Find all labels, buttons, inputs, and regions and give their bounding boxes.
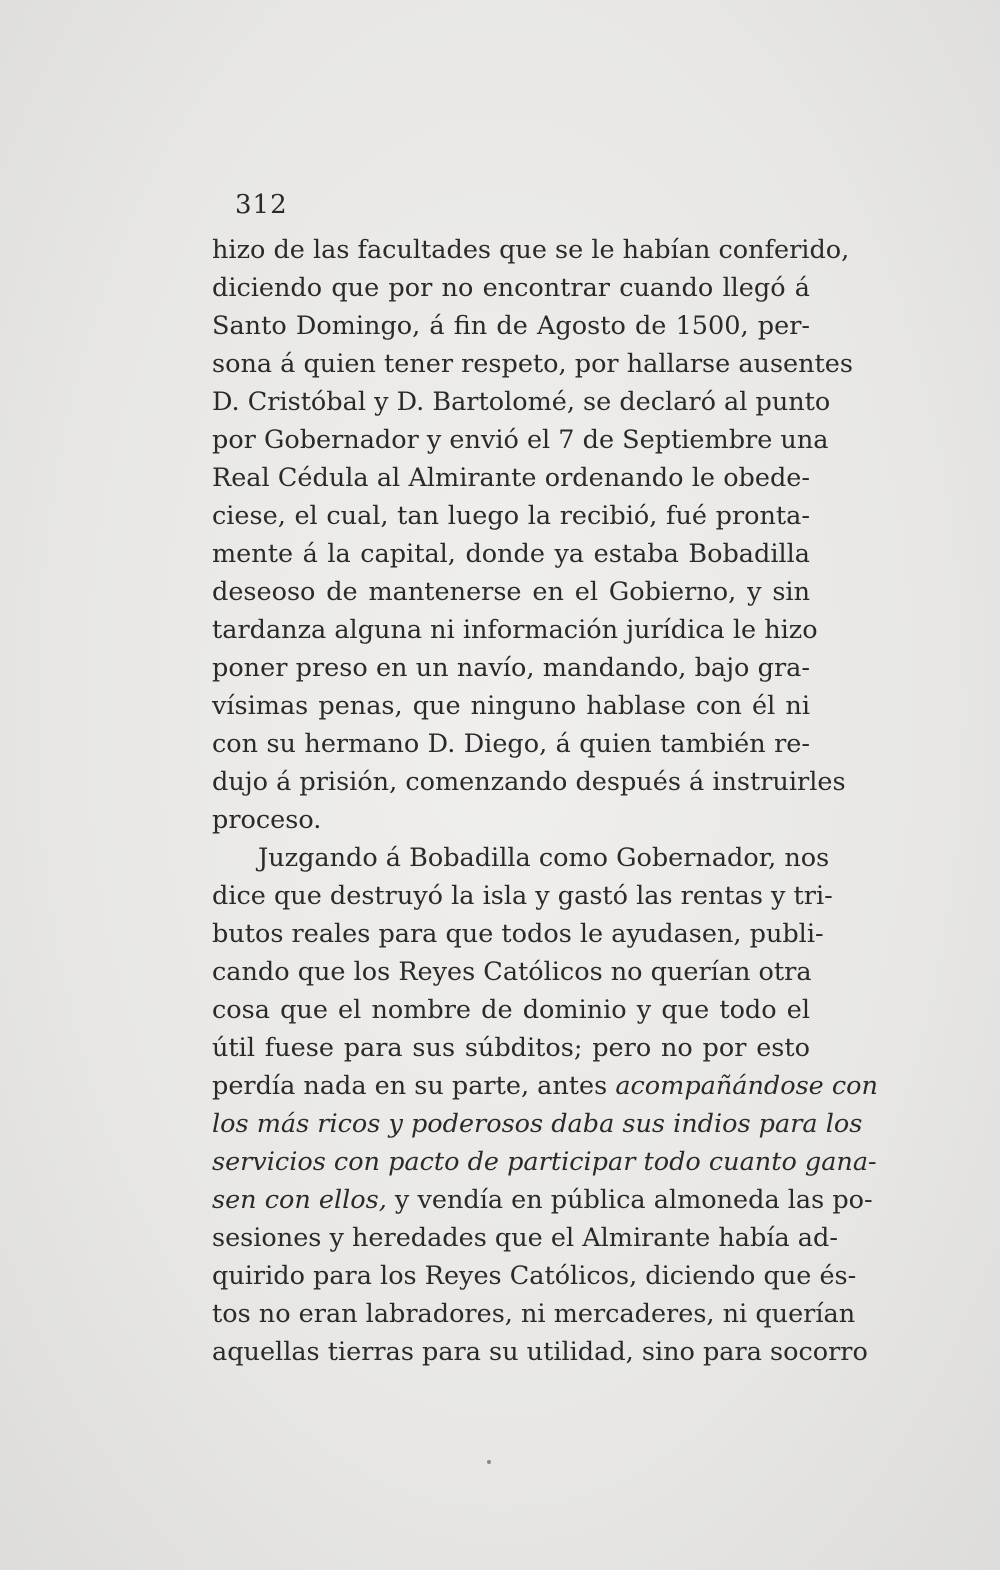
italic-text: los más ricos y poderosos daba sus indios para los — [212, 1109, 863, 1139]
text-segment: poner preso en un navío, mandando, bajo gra- — [212, 653, 810, 683]
italic-text: servicios con pacto de participar todo cuanto gana- — [212, 1147, 877, 1177]
text-line — [212, 269, 810, 307]
text-segment: quirido para los Reyes Católicos, diciendo que és- — [212, 1261, 857, 1291]
text-line — [212, 1143, 877, 1181]
text-segment: por Gobernador y envió el 7 de Septiembre una — [212, 425, 829, 455]
text-segment: tardanza alguna ni información jurídica le hizo — [212, 615, 818, 645]
text-line — [212, 801, 810, 839]
text-line — [212, 877, 833, 915]
text-line — [212, 763, 846, 801]
text-segment: con su hermano D. Diego, á quien también re- — [212, 729, 810, 759]
text-line — [212, 611, 818, 649]
text-segment: cosa que el nombre de dominio y que todo el — [212, 995, 810, 1025]
text-segment: Real Cédula al Almirante ordenando le obede- — [212, 463, 810, 493]
text-line — [212, 649, 810, 687]
text-line — [212, 1181, 873, 1219]
text-line — [212, 725, 810, 763]
text-line — [212, 345, 853, 383]
text-line — [212, 1219, 838, 1257]
text-segment: tos no eran labradores, ni mercaderes, ni querían — [212, 1299, 856, 1329]
text-line — [212, 953, 810, 991]
text-segment: mente á la capital, donde ya estaba Bobadilla — [212, 539, 810, 569]
text-segment: diciendo que por no encontrar cuando llegó á — [212, 273, 810, 303]
text-segment: deseoso de mantenerse en el Gobierno, y sin — [212, 577, 810, 607]
text-segment: hizo de las facultades que se le habían conferido, — [212, 235, 850, 265]
text-segment: perdía nada en su parte, antes — [212, 1071, 616, 1101]
text-line — [212, 307, 810, 345]
text-line — [212, 421, 829, 459]
text-line — [212, 1105, 863, 1143]
text-line — [212, 687, 810, 725]
text-segment: Santo Domingo, á fin de Agosto de 1500, per- — [212, 311, 810, 341]
text-line — [212, 573, 810, 611]
paper-speck — [487, 1460, 491, 1464]
text-line — [212, 1333, 868, 1371]
text-segment: proceso. — [212, 805, 322, 835]
italic-text: sen con ellos, — [212, 1185, 387, 1215]
text-segment: Juzgando á Bobadilla como Gobernador, nos — [258, 843, 830, 873]
text-segment: dujo á prisión, comenzando después á instruirles — [212, 767, 846, 797]
text-segment: útil fuese para sus súbditos; pero no por esto — [212, 1033, 810, 1063]
text-line — [212, 991, 810, 1029]
text-line — [212, 535, 810, 573]
text-line — [212, 1257, 857, 1295]
text-line — [212, 459, 810, 497]
text-line — [212, 1029, 810, 1067]
text-segment: butos reales para que todos le ayudasen, publi- — [212, 919, 824, 949]
text-segment: sesiones y heredades que el Almirante había ad- — [212, 1223, 838, 1253]
text-segment: aquellas tierras para su utilidad, sino para socorro — [212, 1337, 868, 1367]
text-segment: D. Cristóbal y D. Bartolomé, se declaró al punto — [212, 387, 831, 417]
text-line — [212, 383, 831, 421]
text-segment: dice que destruyó la isla y gastó las rentas y tri- — [212, 881, 833, 911]
text-line — [212, 497, 810, 535]
text-segment: y vendía en pública almoneda las po- — [386, 1185, 873, 1215]
text-segment: vísimas penas, que ninguno hablase con él ni — [212, 691, 810, 721]
text-line — [212, 1295, 856, 1333]
page-number: 312 — [235, 190, 288, 220]
text-line — [212, 1067, 878, 1105]
text-segment: cando que los Reyes Católicos no querían otra — [212, 957, 812, 987]
text-line — [212, 231, 850, 269]
text-line — [212, 839, 830, 877]
text-line — [212, 915, 824, 953]
italic-text: acompañándose con — [615, 1071, 878, 1101]
body-text — [212, 231, 878, 1371]
text-segment: sona á quien tener respeto, por hallarse ausentes — [212, 349, 853, 379]
text-segment: ciese, el cual, tan luego la recibió, fué pronta- — [212, 501, 810, 531]
